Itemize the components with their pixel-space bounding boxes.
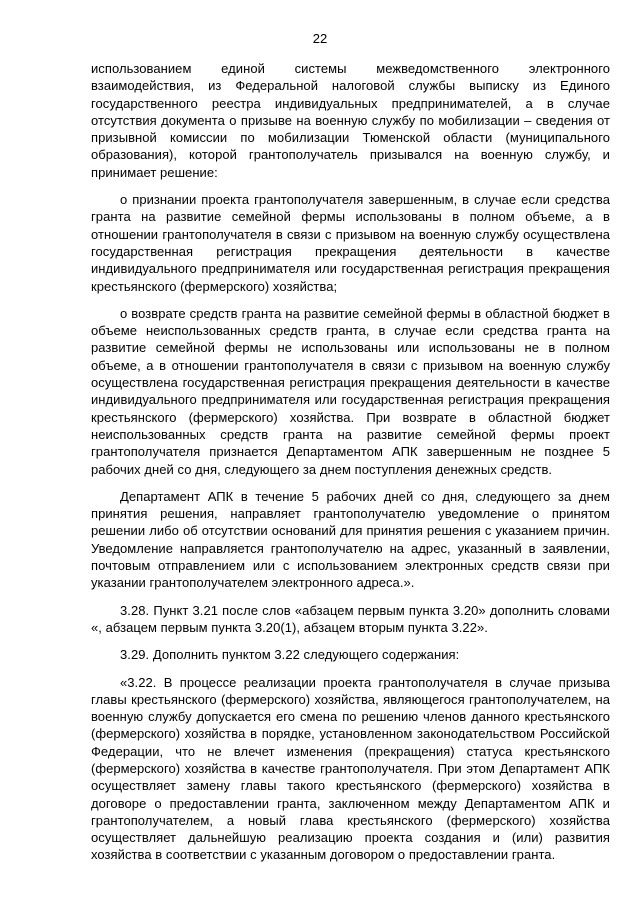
document-body	[91, 60, 610, 864]
paragraph-notification: Департамент АПК в течение 5 рабочих дней со дня, следующего за днем принятия решения, направляет грантополучателю уведомление о принятом решении либо об отсутствии оснований для принятия решения с указанием причин. Уведомление направляется грантополучателю на адрес, указанный в заявлении, почтовым отправлением или с использованием электронных средств связи при указании грантополучателем электронного адреса.».	[91, 488, 610, 591]
paragraph-project-completed: о признании проекта грантополучателя завершенным, в случае если средства гранта на развитие семейной фермы использованы в полном объеме, а в отношении грантополучателя в связи с призывом на военную службу осуществлена государственная регистрация прекращения деятельности в качестве индивидуального предпринимателя или государственная регистрация прекращения крестьянского (фермерского) хозяйства;	[91, 192, 610, 294]
page-number: 22	[312, 31, 328, 46]
paragraph-continuation: использованием единой системы межведомственного электронного взаимодействия, из Федеральной налоговой службы выписку из Единого государственного реестра индивидуальных предпринимателей, а в случае отсутствия документа о призыве на военную службу по мобилизации – сведения от призывной комиссии по мобилизации Тюменской области (муниципального образования), которой грантополучатель призывался на военную службу, и принимает решение:	[91, 61, 610, 180]
paragraph-clause-3-29: 3.29. Дополнить пунктом 3.22 следующего содержания:	[120, 647, 460, 663]
paragraph-clause-3-28: 3.28. Пункт 3.21 после слов «абзацем первым пункта 3.20» дополнить словами «, абзацем первым пункта 3.20(1), абзацем вторым пункта 3.22».	[91, 602, 610, 635]
paragraph-clause-3-22: «3.22. В процессе реализации проекта грантополучателя в случае призыва главы крестьянского (фермерского) хозяйства, являющегося грантополучателем, на военную службу допускается его смена по решению членов данного крестьянского (фермерского) хозяйства в порядке, установленном законодательством Российской Федерации, что не влечет изменения (прекращения) статуса крестьянского (фермерского) хозяйства в качестве грантополучателя. При этом Департамент АПК осуществляет замену главы такого крестьянского (фермерского) хозяйства в договоре о предоставлении гранта, заключенном между Департаментом АПК и грантополучателем, а новый глава крестьянского (фермерского) хозяйства осуществляет дальнейшую реализацию проекта создания и (или) развития хозяйства в соответствии с указанным договором о предоставлении гранта.	[91, 674, 610, 863]
paragraph-grant-return: о возврате средств гранта на развитие семейной фермы в областной бюджет в объеме неиспользованных средств гранта, в случае если средства гранта на развитие семейной фермы не использованы или использованы не в полном объеме, а в отношении грантополучателя в связи с призывом на военную службу осуществлена государственная регистрация прекращения деятельности в качестве индивидуального предпринимателя или государственная регистрация прекращения крестьянского (фермерского) хозяйства. При возврате в областной бюджет неиспользованных средств гранта на развитие семейной фермы проект грантополучателя признается Департаментом АПК завершенным не позднее 5 рабочих дней со дня, следующего за днем поступления денежных средств.	[91, 305, 610, 477]
